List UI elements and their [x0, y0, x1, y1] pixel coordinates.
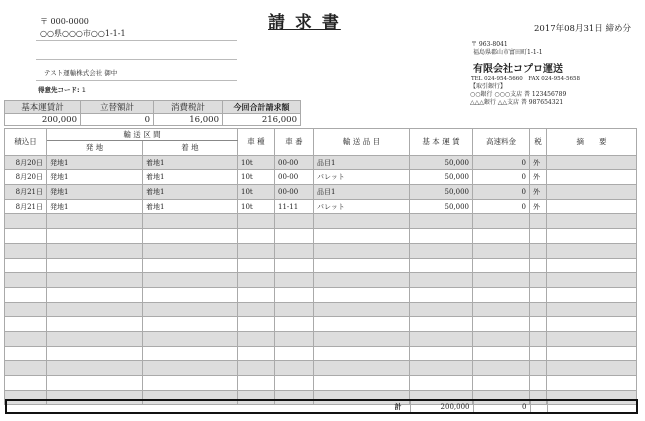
cell-from [47, 229, 143, 244]
cell-from [47, 243, 143, 258]
cell-item: 品目1 [314, 185, 410, 200]
cell-note [547, 361, 637, 376]
cell-tax [530, 302, 547, 317]
cell-from [47, 287, 143, 302]
cell-from [47, 258, 143, 273]
bank-label: 【取引銀行】 [470, 83, 507, 90]
cell-toll [473, 243, 530, 258]
cell-toll [473, 273, 530, 288]
cell-note [547, 199, 637, 214]
cell-vehicle-no: 11-11 [275, 199, 314, 214]
cell-date [5, 317, 47, 332]
total-toll: 0 [473, 400, 530, 413]
cell-vehicle-type [238, 287, 275, 302]
issuer-tel-fax: TEL 024-954-5660 FAX 024-954-5658 [471, 76, 580, 82]
cell-item [314, 302, 410, 317]
cell-fare [410, 258, 473, 273]
cell-to: 着地1 [143, 155, 238, 170]
total-row [5, 399, 638, 414]
cell-toll [473, 214, 530, 229]
issuer-name: 有限会社コプロ運送 [473, 64, 563, 75]
cell-to [143, 287, 238, 302]
header-vehicle-no: 車 番 [275, 129, 314, 156]
cell-tax: 外 [530, 185, 547, 200]
cell-tax [530, 243, 547, 258]
header-date: 積込日 [5, 129, 47, 156]
customer-name: テスト運輸株式会社 御中 [36, 68, 237, 81]
cell-vehicle-type [238, 331, 275, 346]
customer-address: ○○県○○○市○○1-1-1 [36, 28, 237, 41]
total-label: 計 [394, 401, 402, 411]
cell-item: パレット [314, 199, 410, 214]
cell-from: 発地1 [47, 170, 143, 185]
cell-vehicle-no: 00-00 [275, 155, 314, 170]
cell-date [5, 258, 47, 273]
cell-fare [410, 302, 473, 317]
cell-from [47, 317, 143, 332]
cell-item [314, 361, 410, 376]
cell-vehicle-no [275, 376, 314, 391]
cell-note [547, 155, 637, 170]
cell-vehicle-type: 10t [238, 170, 275, 185]
cell-vehicle-no [275, 243, 314, 258]
cell-toll: 0 [473, 170, 530, 185]
cell-vehicle-type: 10t [238, 185, 275, 200]
cell-vehicle-type [238, 273, 275, 288]
cell-vehicle-no [275, 229, 314, 244]
cell-to [143, 273, 238, 288]
cell-note [547, 287, 637, 302]
cell-vehicle-type [238, 302, 275, 317]
cell-from [47, 376, 143, 391]
table-row [5, 346, 637, 361]
cell-tax [530, 229, 547, 244]
cell-vehicle-type [238, 361, 275, 376]
cell-fare [410, 331, 473, 346]
cell-item [314, 258, 410, 273]
cell-vehicle-no [275, 273, 314, 288]
cell-toll [473, 229, 530, 244]
cell-vehicle-type [238, 317, 275, 332]
bank-1: ○○銀行 ○○○支店 普 123456789 [470, 91, 567, 98]
table-row [5, 185, 637, 200]
cell-from [47, 273, 143, 288]
cell-fare: 50,000 [410, 155, 473, 170]
cell-note [547, 317, 637, 332]
cell-vehicle-no [275, 214, 314, 229]
cell-note [547, 331, 637, 346]
cell-tax: 外 [530, 155, 547, 170]
cell-to [143, 229, 238, 244]
cell-fare [410, 214, 473, 229]
header-from: 発 地 [47, 141, 143, 156]
cell-item [314, 243, 410, 258]
cell-date: 8月20日 [5, 170, 47, 185]
cell-date: 8月21日 [5, 199, 47, 214]
cell-tax: 外 [530, 199, 547, 214]
total-fare: 200,000 [410, 400, 473, 413]
cell-note [547, 170, 637, 185]
cell-item [314, 229, 410, 244]
header-tax: 税 [530, 129, 547, 156]
customer-code-value: 1 [81, 86, 86, 94]
cell-to: 着地1 [143, 199, 238, 214]
cell-tax: 外 [530, 170, 547, 185]
header-fare: 基 本 運 賃 [410, 129, 473, 156]
cell-note [547, 258, 637, 273]
total-tax [530, 400, 547, 413]
cell-from [47, 346, 143, 361]
cell-to [143, 302, 238, 317]
cell-from: 発地1 [47, 185, 143, 200]
cell-vehicle-type [238, 346, 275, 361]
issuer-postal: 〒 963-8041 [471, 41, 508, 48]
cell-date [5, 346, 47, 361]
cell-note [547, 376, 637, 391]
cell-to: 着地1 [143, 170, 238, 185]
header-item: 輸 送 品 目 [314, 129, 410, 156]
total-note [547, 400, 637, 413]
cell-note [547, 229, 637, 244]
cell-toll: 0 [473, 185, 530, 200]
table-row [5, 258, 637, 273]
cell-from: 発地1 [47, 199, 143, 214]
cell-toll [473, 331, 530, 346]
cell-vehicle-type: 10t [238, 155, 275, 170]
cell-item [314, 287, 410, 302]
cell-note [547, 302, 637, 317]
cell-toll [473, 302, 530, 317]
cell-date: 8月20日 [5, 155, 47, 170]
cell-tax [530, 361, 547, 376]
cell-tax [530, 346, 547, 361]
table-row [5, 331, 637, 346]
customer-code-label: 得意先コード: [38, 86, 80, 94]
cell-vehicle-type [238, 258, 275, 273]
cell-date [5, 229, 47, 244]
cell-fare [410, 317, 473, 332]
cell-vehicle-type [238, 376, 275, 391]
table-row [5, 376, 637, 391]
cell-item [314, 273, 410, 288]
cell-date [5, 214, 47, 229]
cell-note [547, 273, 637, 288]
cell-vehicle-no: 00-00 [275, 170, 314, 185]
table-row [5, 214, 637, 229]
cell-fare [410, 229, 473, 244]
bank-2: △△△銀行 △△支店 普 987654321 [470, 99, 564, 106]
table-row [5, 243, 637, 258]
cell-vehicle-no [275, 346, 314, 361]
cell-fare [410, 376, 473, 391]
summary-table [4, 100, 301, 126]
cell-fare [410, 287, 473, 302]
issuer-address: 福島県郡山市富田町1-1-1 [473, 49, 543, 56]
cell-to [143, 214, 238, 229]
cell-toll [473, 376, 530, 391]
cell-date [5, 376, 47, 391]
cell-fare: 50,000 [410, 185, 473, 200]
cell-fare [410, 361, 473, 376]
cell-from [47, 214, 143, 229]
cell-item: パレット [314, 170, 410, 185]
header-toll: 高速料金 [473, 129, 530, 156]
invoice-title: 請 求 書 [268, 13, 341, 33]
table-row [5, 170, 637, 185]
summary-value-total: 216,000 [223, 114, 301, 126]
cell-tax [530, 214, 547, 229]
cell-vehicle-no [275, 331, 314, 346]
cell-tax [530, 317, 547, 332]
cell-fare [410, 273, 473, 288]
cell-note [547, 185, 637, 200]
cell-vehicle-type [238, 243, 275, 258]
summary-value: 16,000 [154, 114, 223, 126]
cell-to [143, 331, 238, 346]
table-row [5, 273, 637, 288]
cell-fare [410, 243, 473, 258]
cell-note [547, 243, 637, 258]
cell-fare: 50,000 [410, 170, 473, 185]
cell-vehicle-no [275, 287, 314, 302]
cell-toll [473, 346, 530, 361]
header-vehicle-type: 車 種 [238, 129, 275, 156]
summary-value: 200,000 [5, 114, 81, 126]
cell-fare [410, 346, 473, 361]
cell-to [143, 346, 238, 361]
cell-vehicle-no [275, 302, 314, 317]
cell-note [547, 346, 637, 361]
cell-item: 品目1 [314, 155, 410, 170]
table-row [5, 229, 637, 244]
cell-tax [530, 287, 547, 302]
cell-from [47, 331, 143, 346]
header-note: 摘 要 [547, 129, 637, 156]
cell-vehicle-no [275, 317, 314, 332]
cell-to: 着地1 [143, 185, 238, 200]
summary-value: 0 [81, 114, 154, 126]
cell-from [47, 361, 143, 376]
customer-postal: 〒 000-0000 [40, 17, 89, 26]
table-row [5, 199, 637, 214]
summary-header: 立替額計 [81, 101, 154, 114]
cell-item [314, 376, 410, 391]
cell-vehicle-no [275, 258, 314, 273]
cell-date [5, 287, 47, 302]
header-section: 輸 送 区 間 [47, 129, 238, 141]
cell-toll: 0 [473, 155, 530, 170]
header-to: 着 地 [143, 141, 238, 156]
cell-date [5, 361, 47, 376]
cell-fare: 50,000 [410, 199, 473, 214]
customer-code [38, 85, 86, 94]
cell-to [143, 361, 238, 376]
cell-from: 発地1 [47, 155, 143, 170]
cell-to [143, 258, 238, 273]
cell-to [143, 376, 238, 391]
cell-date: 8月21日 [5, 185, 47, 200]
table-row [5, 302, 637, 317]
cell-vehicle-type: 10t [238, 199, 275, 214]
cell-date [5, 302, 47, 317]
cell-item [314, 214, 410, 229]
cell-date [5, 243, 47, 258]
cell-toll: 0 [473, 199, 530, 214]
cell-item [314, 346, 410, 361]
closing-date: 2017年08月31日 締め分 [534, 24, 631, 34]
table-row [5, 317, 637, 332]
cell-toll [473, 361, 530, 376]
cell-date [5, 273, 47, 288]
cell-toll [473, 287, 530, 302]
table-row [5, 361, 637, 376]
cell-toll [473, 258, 530, 273]
detail-table [4, 128, 637, 405]
address-line-2 [36, 46, 237, 60]
cell-from [47, 302, 143, 317]
cell-tax [530, 331, 547, 346]
cell-vehicle-no [275, 361, 314, 376]
cell-to [143, 243, 238, 258]
table-row [5, 155, 637, 170]
cell-tax [530, 376, 547, 391]
summary-header-total: 今回合計請求額 [223, 101, 301, 114]
cell-note [547, 214, 637, 229]
cell-to [143, 317, 238, 332]
cell-item [314, 317, 410, 332]
summary-header: 消費税計 [154, 101, 223, 114]
table-row [5, 287, 637, 302]
summary-header: 基本運賃計 [5, 101, 81, 114]
cell-date [5, 331, 47, 346]
cell-vehicle-no: 00-00 [275, 185, 314, 200]
cell-item [314, 331, 410, 346]
cell-tax [530, 258, 547, 273]
cell-tax [530, 273, 547, 288]
cell-toll [473, 317, 530, 332]
cell-vehicle-type [238, 229, 275, 244]
cell-vehicle-type [238, 214, 275, 229]
